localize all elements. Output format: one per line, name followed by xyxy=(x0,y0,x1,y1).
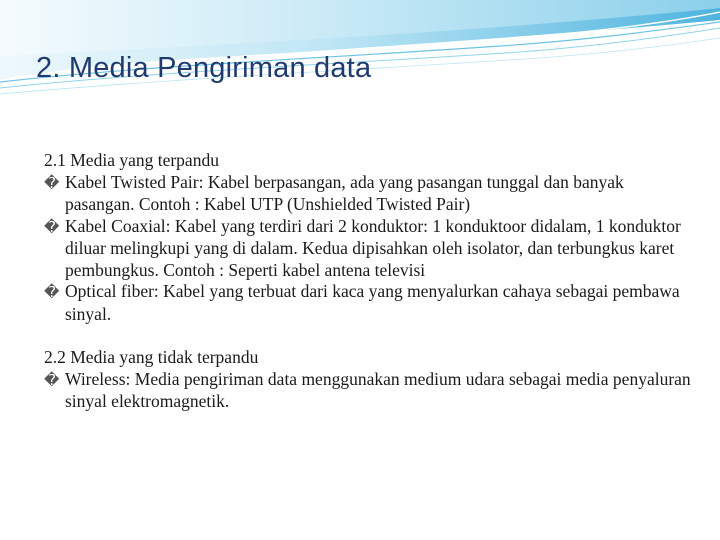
slide-title: 2. Media Pengiriman data xyxy=(36,52,372,84)
bullet-text: Kabel yang terbuat dari kaca yang menyalurkan cahaya sebagai pembawa sinyal. xyxy=(65,281,680,324)
bullet-twisted-pair xyxy=(44,172,694,216)
bullet-term: Kabel Coaxial: xyxy=(65,215,171,236)
section-heading-unguided: 2.2 Media yang tidak terpandu xyxy=(44,347,259,367)
bullet-wireless xyxy=(44,369,694,413)
bullet-term: Kabel Twisted Pair: xyxy=(65,171,204,192)
bullet-placeholder-icon: � xyxy=(44,173,60,192)
bullet-coaxial xyxy=(44,216,694,282)
bullet-term: Optical fiber: xyxy=(65,281,159,301)
section-spacer xyxy=(44,325,694,347)
bullet-text: Kabel berpasangan, ada yang pasangan tunggal dan banyak pasangan. Contoh : Kabel UTP (Unshielded Twisted Pair) xyxy=(65,171,624,214)
bullet-optical-fiber xyxy=(44,281,694,325)
bullet-term: Wireless: xyxy=(65,368,131,389)
bullet-text: Media pengiriman data menggunakan medium udara sebagai media penyaluran sinyal elektromagnetik. xyxy=(65,368,691,411)
bullet-text: Kabel yang terdiri dari 2 konduktor: 1 konduktoor didalam, 1 konduktor diluar melingkupi yang di dalam. Kedua dipisahkan oleh isolator, dan terbungkus karet pembungkus. Contoh : Seperti kabel antena televisi xyxy=(65,215,681,280)
section-heading-guided: 2.1 Media yang terpandu xyxy=(44,150,219,170)
slide-body xyxy=(44,150,694,413)
bullet-placeholder-icon: � xyxy=(44,217,60,236)
bullet-placeholder-icon: � xyxy=(44,370,60,389)
bullet-placeholder-icon: � xyxy=(44,283,60,301)
